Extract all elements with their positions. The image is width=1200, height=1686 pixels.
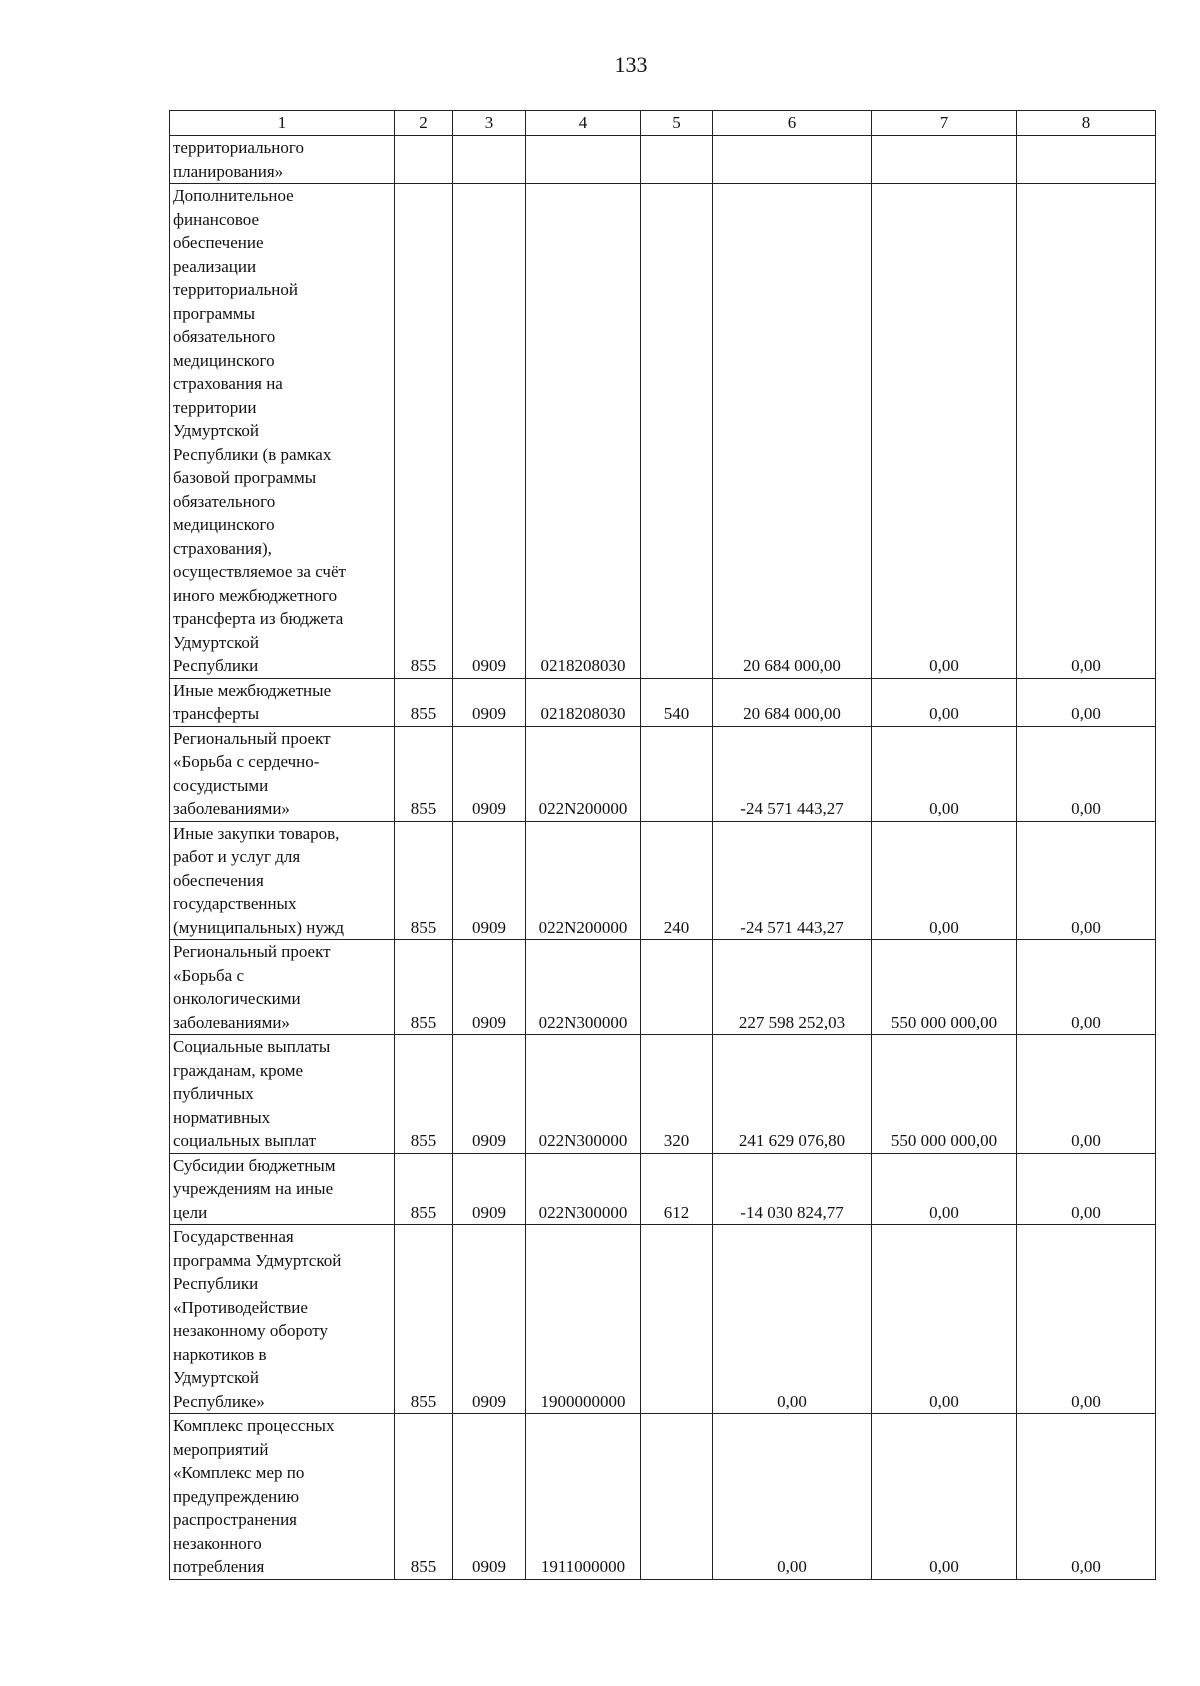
row-name-line: предупреждению (173, 1486, 300, 1506)
row-name-cell (170, 1225, 395, 1414)
amount-col6-cell: -24 571 443,27 (713, 821, 872, 940)
row-name-line: (муниципальных) нужд (173, 917, 345, 937)
row-name-line: Региональный проект (173, 728, 331, 748)
amount-col8-cell: 0,00 (1017, 726, 1156, 821)
row-name-line: обеспечения (173, 870, 264, 890)
row-name-line: осуществляемое за счёт (173, 562, 346, 581)
row-name-line: незаконному обороту (173, 1321, 329, 1340)
amount-col8-cell: 0,00 (1017, 821, 1156, 940)
expense-type-cell: 540 (641, 678, 713, 726)
row-name-line: Удмуртской (173, 1368, 260, 1387)
row-name-line: трансферты (173, 704, 260, 723)
grbs-code-cell: 855 (395, 1225, 453, 1414)
row-name-cell (170, 184, 395, 679)
target-article-cell: 0218208030 (526, 184, 641, 679)
row-name-line: потребления (173, 1557, 265, 1576)
amount-col8-cell: 0,00 (1017, 678, 1156, 726)
row-name-line: трансферта из бюджета (173, 609, 344, 628)
section-code-cell: 0909 (453, 678, 526, 726)
amount-col8-cell: 0,00 (1017, 184, 1156, 679)
row-name-line: Дополнительное (173, 186, 294, 205)
column-header: 1 (170, 111, 395, 136)
row-name-line: территориального (173, 138, 304, 157)
row-name-line: обязательного (173, 491, 276, 511)
amount-col7-cell: 0,00 (872, 184, 1017, 679)
table-row (170, 821, 1156, 940)
row-name-line: Государственная (173, 1227, 294, 1246)
amount-col7-cell (872, 136, 1017, 184)
expense-type-cell (641, 1225, 713, 1414)
row-name-line: медицинского (173, 515, 275, 534)
row-name-line: незаконного (173, 1533, 262, 1553)
amount-col6-cell: 241 629 076,80 (713, 1035, 872, 1154)
table-body (170, 136, 1156, 1580)
row-name-line: Республике» (173, 1391, 265, 1411)
row-name-line: территории (173, 397, 257, 417)
table-row (170, 184, 1156, 679)
amount-col6-cell: 0,00 (713, 1225, 872, 1414)
row-name-line: гражданам, кроме (173, 1060, 304, 1080)
row-name-line: наркотиков в (173, 1344, 267, 1364)
amount-col6-cell: 0,00 (713, 1414, 872, 1580)
row-name-line: заболеваниями» (173, 1012, 290, 1032)
column-header: 6 (713, 111, 872, 136)
row-name-line: Иные межбюджетные (173, 680, 332, 700)
row-name-cell (170, 136, 395, 184)
grbs-code-cell: 855 (395, 1035, 453, 1154)
page-number: 133 (614, 52, 648, 77)
row-name-line: обязательного (173, 327, 276, 346)
amount-col6-cell: -24 571 443,27 (713, 726, 872, 821)
row-name-line: территориальной (173, 280, 299, 299)
amount-col6-cell: 20 684 000,00 (713, 678, 872, 726)
expense-type-cell (641, 184, 713, 679)
grbs-code-cell: 855 (395, 821, 453, 940)
table-row (170, 1035, 1156, 1154)
row-name-line: планирования» (173, 161, 284, 181)
amount-col6-cell (713, 136, 872, 184)
row-name-line: обеспечение (173, 233, 264, 252)
row-name-line: работ и услуг для (173, 847, 301, 866)
table-row (170, 1225, 1156, 1414)
grbs-code-cell: 855 (395, 940, 453, 1035)
row-name-line: Комплекс процессных (173, 1416, 335, 1435)
amount-col8-cell: 0,00 (1017, 1035, 1156, 1154)
column-header: 2 (395, 111, 453, 136)
row-name-line: страхования), (173, 538, 272, 558)
amount-col8-cell (1017, 136, 1156, 184)
row-name-line: мероприятий (173, 1439, 269, 1459)
row-name-cell (170, 940, 395, 1035)
amount-col7-cell: 0,00 (872, 1414, 1017, 1580)
expense-type-cell (641, 940, 713, 1035)
expense-type-cell: 612 (641, 1153, 713, 1225)
grbs-code-cell: 855 (395, 678, 453, 726)
row-name-line: заболеваниями» (173, 799, 290, 818)
target-article-cell: 022N300000 (526, 1153, 641, 1225)
row-name-line: сосудистыми (173, 775, 269, 795)
table-row (170, 678, 1156, 726)
amount-col8-cell: 0,00 (1017, 1414, 1156, 1580)
section-code-cell: 0909 (453, 1414, 526, 1580)
row-name-cell (170, 821, 395, 940)
row-name-line: Субсидии бюджетным (173, 1155, 336, 1175)
grbs-code-cell: 855 (395, 184, 453, 679)
section-code-cell: 0909 (453, 726, 526, 821)
row-name-line: «Борьба с сердечно- (173, 752, 320, 771)
row-name-line: «Комплекс мер по (173, 1463, 305, 1482)
row-name-line: Республики (173, 1274, 259, 1293)
target-article-cell: 022N200000 (526, 726, 641, 821)
amount-col7-cell: 550 000 000,00 (872, 1035, 1017, 1154)
row-name-line: Удмуртской (173, 421, 260, 440)
amount-col7-cell: 0,00 (872, 1225, 1017, 1414)
section-code-cell (453, 136, 526, 184)
row-name-line: нормативных (173, 1107, 271, 1127)
table-row (170, 136, 1156, 184)
target-article-cell (526, 136, 641, 184)
grbs-code-cell: 855 (395, 726, 453, 821)
row-name-line: Удмуртской (173, 632, 260, 652)
grbs-code-cell: 855 (395, 1414, 453, 1580)
target-article-cell: 022N200000 (526, 821, 641, 940)
column-header: 5 (641, 111, 713, 136)
expense-type-cell: 320 (641, 1035, 713, 1154)
table-row (170, 940, 1156, 1035)
amount-col6-cell: 20 684 000,00 (713, 184, 872, 679)
amount-col7-cell: 0,00 (872, 1153, 1017, 1225)
row-name-line: программы (173, 303, 256, 323)
section-code-cell: 0909 (453, 940, 526, 1035)
expense-type-cell (641, 1414, 713, 1580)
row-name-cell (170, 726, 395, 821)
row-name-line: Региональный проект (173, 942, 331, 961)
row-name-cell (170, 1153, 395, 1225)
row-name-line: «Борьба с (173, 965, 245, 985)
row-name-cell (170, 1035, 395, 1154)
row-name-line: Республики (в рамках (173, 444, 332, 464)
row-name-line: онкологическими (173, 989, 301, 1008)
row-name-line: Республики (173, 656, 259, 675)
expense-type-cell (641, 136, 713, 184)
row-name-cell (170, 1414, 395, 1580)
row-name-line: государственных (173, 894, 297, 913)
row-name-line: учреждениям на иные (173, 1179, 334, 1198)
expense-type-cell: 240 (641, 821, 713, 940)
column-header: 4 (526, 111, 641, 136)
row-name-line: базовой программы (173, 468, 317, 487)
target-article-cell: 0218208030 (526, 678, 641, 726)
row-name-line: социальных выплат (173, 1131, 317, 1150)
amount-col6-cell: 227 598 252,03 (713, 940, 872, 1035)
amount-col7-cell: 0,00 (872, 726, 1017, 821)
amount-col8-cell: 0,00 (1017, 940, 1156, 1035)
row-name-line: цели (173, 1202, 208, 1222)
amount-col8-cell: 0,00 (1017, 1225, 1156, 1414)
amount-col7-cell: 550 000 000,00 (872, 940, 1017, 1035)
table-row (170, 726, 1156, 821)
target-article-cell: 022N300000 (526, 1035, 641, 1154)
section-code-cell: 0909 (453, 1153, 526, 1225)
row-name-line: Социальные выплаты (173, 1037, 331, 1056)
section-code-cell: 0909 (453, 821, 526, 940)
target-article-cell: 1911000000 (526, 1414, 641, 1580)
row-name-line: Иные закупки товаров, (173, 823, 340, 843)
row-name-line: реализации (173, 256, 257, 276)
row-name-line: финансовое (173, 209, 260, 229)
target-article-cell: 1900000000 (526, 1225, 641, 1414)
amount-col6-cell: -14 030 824,77 (713, 1153, 872, 1225)
column-header: 7 (872, 111, 1017, 136)
section-code-cell: 0909 (453, 1035, 526, 1154)
table-row (170, 1414, 1156, 1580)
expense-type-cell (641, 726, 713, 821)
amount-col8-cell: 0,00 (1017, 1153, 1156, 1225)
row-name-line: страхования на (173, 374, 283, 393)
section-code-cell: 0909 (453, 1225, 526, 1414)
table-row (170, 1153, 1156, 1225)
grbs-code-cell (395, 136, 453, 184)
section-code-cell: 0909 (453, 184, 526, 679)
row-name-cell (170, 678, 395, 726)
column-header: 8 (1017, 111, 1156, 136)
row-name-line: медицинского (173, 350, 275, 370)
row-name-line: распространения (173, 1510, 297, 1529)
grbs-code-cell: 855 (395, 1153, 453, 1225)
row-name-line: «Противодействие (173, 1297, 308, 1317)
column-header: 3 (453, 111, 526, 136)
target-article-cell: 022N300000 (526, 940, 641, 1035)
amount-col7-cell: 0,00 (872, 678, 1017, 726)
row-name-line: программа Удмуртской (173, 1250, 342, 1270)
amount-col7-cell: 0,00 (872, 821, 1017, 940)
row-name-line: иного межбюджетного (173, 585, 338, 605)
budget-table (169, 110, 1156, 1580)
row-name-line: публичных (173, 1084, 254, 1103)
table-header-row (170, 111, 1156, 136)
